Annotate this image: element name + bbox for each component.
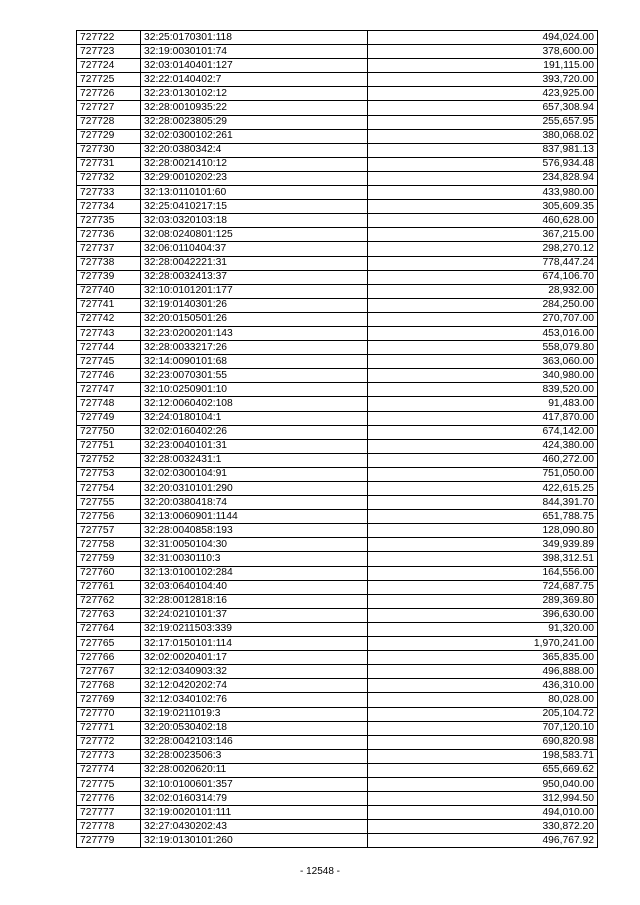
registry-table-body xyxy=(77,31,598,848)
record-number-cell: 727736 xyxy=(77,228,141,242)
table-row xyxy=(77,622,598,636)
table-row xyxy=(77,312,598,326)
amount-cell: 496,888.00 xyxy=(368,665,598,679)
cadastral-number-cell: 32:28:0023506:3 xyxy=(141,749,368,763)
table-row xyxy=(77,806,598,820)
cadastral-number-cell: 32:29:0010202:23 xyxy=(141,171,368,185)
cadastral-number-cell: 32:28:0010935:22 xyxy=(141,101,368,115)
cadastral-number-cell: 32:28:0020620:11 xyxy=(141,763,368,777)
cadastral-number-cell: 32:31:0050104:30 xyxy=(141,538,368,552)
cadastral-number-cell: 32:12:0060402:108 xyxy=(141,397,368,411)
cadastral-number-cell: 32:28:0033217:26 xyxy=(141,341,368,355)
cadastral-number-cell: 32:19:0211503:339 xyxy=(141,622,368,636)
amount-cell: 191,115.00 xyxy=(368,59,598,73)
table-row xyxy=(77,552,598,566)
record-number-cell: 727754 xyxy=(77,482,141,496)
record-number-cell: 727762 xyxy=(77,594,141,608)
amount-cell: 91,483.00 xyxy=(368,397,598,411)
amount-cell: 436,310.00 xyxy=(368,679,598,693)
table-row xyxy=(77,143,598,157)
record-number-cell: 727767 xyxy=(77,665,141,679)
record-number-cell: 727737 xyxy=(77,242,141,256)
amount-cell: 349,939.89 xyxy=(368,538,598,552)
page-number: - 12548 - xyxy=(299,866,341,877)
record-number-cell: 727766 xyxy=(77,651,141,665)
cadastral-number-cell: 32:02:0300102:261 xyxy=(141,129,368,143)
cadastral-number-cell: 32:19:0020101:111 xyxy=(141,806,368,820)
table-row xyxy=(77,214,598,228)
table-row xyxy=(77,439,598,453)
cadastral-number-cell: 32:02:0160314:79 xyxy=(141,792,368,806)
cadastral-number-cell: 32:02:0300104:91 xyxy=(141,467,368,481)
amount-cell: 312,994.50 xyxy=(368,792,598,806)
registry-table xyxy=(76,30,598,848)
amount-cell: 298,270.12 xyxy=(368,242,598,256)
record-number-cell: 727734 xyxy=(77,200,141,214)
record-number-cell: 727743 xyxy=(77,326,141,340)
amount-cell: 837,981.13 xyxy=(368,143,598,157)
amount-cell: 558,079.80 xyxy=(368,341,598,355)
cadastral-number-cell: 32:31:0030110:3 xyxy=(141,552,368,566)
cadastral-number-cell: 32:10:0250901:10 xyxy=(141,383,368,397)
table-row xyxy=(77,665,598,679)
amount-cell: 378,600.00 xyxy=(368,45,598,59)
record-number-cell: 727775 xyxy=(77,777,141,791)
table-row xyxy=(77,186,598,200)
amount-cell: 453,016.00 xyxy=(368,326,598,340)
record-number-cell: 727738 xyxy=(77,256,141,270)
record-number-cell: 727773 xyxy=(77,749,141,763)
amount-cell: 363,060.00 xyxy=(368,355,598,369)
table-row xyxy=(77,284,598,298)
table-row xyxy=(77,693,598,707)
table-row xyxy=(77,115,598,129)
cadastral-number-cell: 32:28:0042103:146 xyxy=(141,735,368,749)
record-number-cell: 727761 xyxy=(77,580,141,594)
record-number-cell: 727745 xyxy=(77,355,141,369)
record-number-cell: 727763 xyxy=(77,608,141,622)
record-number-cell: 727724 xyxy=(77,59,141,73)
cadastral-number-cell: 32:28:0032431:1 xyxy=(141,453,368,467)
record-number-cell: 727751 xyxy=(77,439,141,453)
table-row xyxy=(77,45,598,59)
record-number-cell: 727752 xyxy=(77,453,141,467)
record-number-cell: 727764 xyxy=(77,622,141,636)
cadastral-number-cell: 32:13:0060901:1144 xyxy=(141,510,368,524)
amount-cell: 494,010.00 xyxy=(368,806,598,820)
record-number-cell: 727777 xyxy=(77,806,141,820)
record-number-cell: 727768 xyxy=(77,679,141,693)
cadastral-number-cell: 32:20:0530402:18 xyxy=(141,721,368,735)
record-number-cell: 727749 xyxy=(77,411,141,425)
amount-cell: 674,106.70 xyxy=(368,270,598,284)
amount-cell: 91,320.00 xyxy=(368,622,598,636)
cadastral-number-cell: 32:03:0140401:127 xyxy=(141,59,368,73)
amount-cell: 255,657.95 xyxy=(368,115,598,129)
record-number-cell: 727757 xyxy=(77,524,141,538)
amount-cell: 234,828.94 xyxy=(368,171,598,185)
amount-cell: 305,609.35 xyxy=(368,200,598,214)
table-row xyxy=(77,608,598,622)
table-row xyxy=(77,73,598,87)
record-number-cell: 727730 xyxy=(77,143,141,157)
cadastral-number-cell: 32:20:0380418:74 xyxy=(141,496,368,510)
table-row xyxy=(77,749,598,763)
cadastral-number-cell: 32:12:0340903:32 xyxy=(141,665,368,679)
amount-cell: 460,272.00 xyxy=(368,453,598,467)
cadastral-number-cell: 32:19:0211019:3 xyxy=(141,707,368,721)
amount-cell: 365,835.00 xyxy=(368,651,598,665)
table-row xyxy=(77,453,598,467)
amount-cell: 198,583.71 xyxy=(368,749,598,763)
table-row xyxy=(77,242,598,256)
record-number-cell: 727750 xyxy=(77,425,141,439)
record-number-cell: 727774 xyxy=(77,763,141,777)
record-number-cell: 727726 xyxy=(77,87,141,101)
amount-cell: 724,687.75 xyxy=(368,580,598,594)
cadastral-number-cell: 32:19:0030101:74 xyxy=(141,45,368,59)
record-number-cell: 727732 xyxy=(77,171,141,185)
record-number-cell: 727772 xyxy=(77,735,141,749)
amount-cell: 460,628.00 xyxy=(368,214,598,228)
table-row xyxy=(77,31,598,45)
cadastral-number-cell: 32:03:0640104:40 xyxy=(141,580,368,594)
record-number-cell: 727778 xyxy=(77,820,141,834)
amount-cell: 657,308.94 xyxy=(368,101,598,115)
cadastral-number-cell: 32:10:0101201:177 xyxy=(141,284,368,298)
record-number-cell: 727735 xyxy=(77,214,141,228)
table-row xyxy=(77,228,598,242)
cadastral-number-cell: 32:13:0110101:60 xyxy=(141,186,368,200)
table-row xyxy=(77,129,598,143)
table-row xyxy=(77,721,598,735)
table-row xyxy=(77,580,598,594)
cadastral-number-cell: 32:23:0040101:31 xyxy=(141,439,368,453)
amount-cell: 751,050.00 xyxy=(368,467,598,481)
table-row xyxy=(77,397,598,411)
cadastral-number-cell: 32:08:0240801:125 xyxy=(141,228,368,242)
table-row xyxy=(77,157,598,171)
table-row xyxy=(77,425,598,439)
record-number-cell: 727739 xyxy=(77,270,141,284)
cadastral-number-cell: 32:28:0032413:37 xyxy=(141,270,368,284)
table-row xyxy=(77,707,598,721)
cadastral-number-cell: 32:20:0150501:26 xyxy=(141,312,368,326)
amount-cell: 270,707.00 xyxy=(368,312,598,326)
cadastral-number-cell: 32:22:0140402:7 xyxy=(141,73,368,87)
record-number-cell: 727727 xyxy=(77,101,141,115)
amount-cell: 423,925.00 xyxy=(368,87,598,101)
table-row xyxy=(77,679,598,693)
cadastral-number-cell: 32:12:0340102:76 xyxy=(141,693,368,707)
cadastral-number-cell: 32:28:0012818:16 xyxy=(141,594,368,608)
cadastral-number-cell: 32:28:0040858:193 xyxy=(141,524,368,538)
record-number-cell: 727744 xyxy=(77,341,141,355)
record-number-cell: 727755 xyxy=(77,496,141,510)
amount-cell: 128,090.80 xyxy=(368,524,598,538)
amount-cell: 707,120.10 xyxy=(368,721,598,735)
cadastral-number-cell: 32:28:0021410:12 xyxy=(141,157,368,171)
cadastral-number-cell: 32:28:0023805:29 xyxy=(141,115,368,129)
record-number-cell: 727728 xyxy=(77,115,141,129)
record-number-cell: 727765 xyxy=(77,637,141,651)
table-row xyxy=(77,59,598,73)
cadastral-number-cell: 32:23:0070301:55 xyxy=(141,369,368,383)
cadastral-number-cell: 32:10:0100601:357 xyxy=(141,777,368,791)
record-number-cell: 727742 xyxy=(77,312,141,326)
record-number-cell: 727760 xyxy=(77,566,141,580)
amount-cell: 433,980.00 xyxy=(368,186,598,200)
cadastral-number-cell: 32:25:0170301:118 xyxy=(141,31,368,45)
cadastral-number-cell: 32:24:0180104:1 xyxy=(141,411,368,425)
amount-cell: 494,024.00 xyxy=(368,31,598,45)
amount-cell: 417,870.00 xyxy=(368,411,598,425)
table-row xyxy=(77,411,598,425)
amount-cell: 496,767.92 xyxy=(368,834,598,848)
amount-cell: 164,556.00 xyxy=(368,566,598,580)
record-number-cell: 727771 xyxy=(77,721,141,735)
amount-cell: 205,104.72 xyxy=(368,707,598,721)
table-row xyxy=(77,467,598,481)
record-number-cell: 727725 xyxy=(77,73,141,87)
amount-cell: 690,820.98 xyxy=(368,735,598,749)
amount-cell: 380,068.02 xyxy=(368,129,598,143)
cadastral-number-cell: 32:23:0200201:143 xyxy=(141,326,368,340)
table-row xyxy=(77,820,598,834)
table-row xyxy=(77,171,598,185)
table-row xyxy=(77,256,598,270)
record-number-cell: 727758 xyxy=(77,538,141,552)
cadastral-number-cell: 32:28:0042221:31 xyxy=(141,256,368,270)
cadastral-number-cell: 32:27:0430202:43 xyxy=(141,820,368,834)
cadastral-number-cell: 32:17:0150101:114 xyxy=(141,637,368,651)
cadastral-number-cell: 32:14:0090101:68 xyxy=(141,355,368,369)
record-number-cell: 727753 xyxy=(77,467,141,481)
record-number-cell: 727748 xyxy=(77,397,141,411)
record-number-cell: 727740 xyxy=(77,284,141,298)
table-row xyxy=(77,482,598,496)
table-row xyxy=(77,566,598,580)
amount-cell: 655,669.62 xyxy=(368,763,598,777)
cadastral-number-cell: 32:13:0100102:284 xyxy=(141,566,368,580)
table-row xyxy=(77,355,598,369)
cadastral-number-cell: 32:20:0310101:290 xyxy=(141,482,368,496)
amount-cell: 424,380.00 xyxy=(368,439,598,453)
cadastral-number-cell: 32:03:0320103:18 xyxy=(141,214,368,228)
cadastral-number-cell: 32:02:0160402:26 xyxy=(141,425,368,439)
cadastral-number-cell: 32:06:0110404:37 xyxy=(141,242,368,256)
amount-cell: 80,028.00 xyxy=(368,693,598,707)
amount-cell: 576,934.48 xyxy=(368,157,598,171)
table-row xyxy=(77,510,598,524)
table-row xyxy=(77,369,598,383)
table-row xyxy=(77,496,598,510)
record-number-cell: 727741 xyxy=(77,298,141,312)
table-row xyxy=(77,735,598,749)
record-number-cell: 727746 xyxy=(77,369,141,383)
table-row xyxy=(77,87,598,101)
table-row xyxy=(77,777,598,791)
record-number-cell: 727747 xyxy=(77,383,141,397)
record-number-cell: 727759 xyxy=(77,552,141,566)
amount-cell: 839,520.00 xyxy=(368,383,598,397)
amount-cell: 422,615.25 xyxy=(368,482,598,496)
table-row xyxy=(77,763,598,777)
amount-cell: 289,369.80 xyxy=(368,594,598,608)
table-row xyxy=(77,637,598,651)
record-number-cell: 727733 xyxy=(77,186,141,200)
amount-cell: 396,630.00 xyxy=(368,608,598,622)
table-row xyxy=(77,538,598,552)
amount-cell: 778,447.24 xyxy=(368,256,598,270)
record-number-cell: 727722 xyxy=(77,31,141,45)
cadastral-number-cell: 32:24:0210101:37 xyxy=(141,608,368,622)
amount-cell: 1,970,241.00 xyxy=(368,637,598,651)
cadastral-number-cell: 32:02:0020401:17 xyxy=(141,651,368,665)
cadastral-number-cell: 32:19:0130101:260 xyxy=(141,834,368,848)
cadastral-number-cell: 32:25:0410217:15 xyxy=(141,200,368,214)
cadastral-number-cell: 32:23:0130102:12 xyxy=(141,87,368,101)
record-number-cell: 727769 xyxy=(77,693,141,707)
table-row xyxy=(77,270,598,284)
record-number-cell: 727770 xyxy=(77,707,141,721)
amount-cell: 284,250.00 xyxy=(368,298,598,312)
table-row xyxy=(77,524,598,538)
cadastral-number-cell: 32:12:0420202:74 xyxy=(141,679,368,693)
record-number-cell: 727729 xyxy=(77,129,141,143)
table-row xyxy=(77,326,598,340)
amount-cell: 367,215.00 xyxy=(368,228,598,242)
table-row xyxy=(77,341,598,355)
table-row xyxy=(77,101,598,115)
record-number-cell: 727776 xyxy=(77,792,141,806)
cadastral-number-cell: 32:20:0380342:4 xyxy=(141,143,368,157)
table-row xyxy=(77,298,598,312)
record-number-cell: 727779 xyxy=(77,834,141,848)
amount-cell: 393,720.00 xyxy=(368,73,598,87)
table-row xyxy=(77,200,598,214)
amount-cell: 651,788.75 xyxy=(368,510,598,524)
table-row xyxy=(77,834,598,848)
record-number-cell: 727723 xyxy=(77,45,141,59)
table-row xyxy=(77,594,598,608)
amount-cell: 28,932.00 xyxy=(368,284,598,298)
table-row xyxy=(77,383,598,397)
record-number-cell: 727731 xyxy=(77,157,141,171)
amount-cell: 844,391.70 xyxy=(368,496,598,510)
table-row xyxy=(77,651,598,665)
table-row xyxy=(77,792,598,806)
cadastral-number-cell: 32:19:0140301:26 xyxy=(141,298,368,312)
record-number-cell: 727756 xyxy=(77,510,141,524)
amount-cell: 398,312.51 xyxy=(368,552,598,566)
amount-cell: 674,142.00 xyxy=(368,425,598,439)
amount-cell: 330,872.20 xyxy=(368,820,598,834)
amount-cell: 950,040.00 xyxy=(368,777,598,791)
amount-cell: 340,980.00 xyxy=(368,369,598,383)
